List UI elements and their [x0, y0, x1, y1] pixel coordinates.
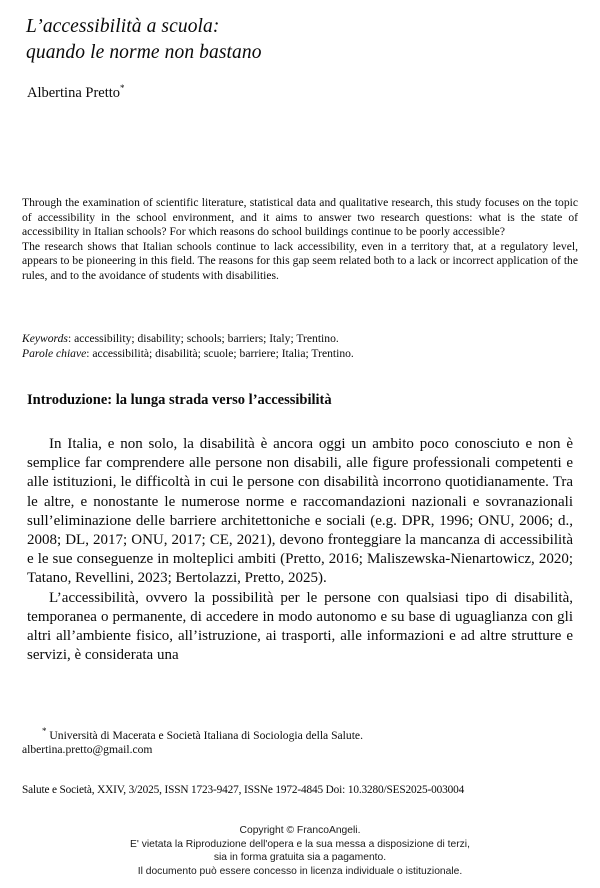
- footnote-affiliation-text: Università di Macerata e Società Italiana di Sociologia della Salute.: [46, 729, 363, 742]
- keywords-english: [22, 332, 578, 347]
- author-name: [27, 84, 567, 102]
- author-name-text: Albertina Pretto: [27, 85, 121, 101]
- keywords-italian-label: Parole chiave: [22, 346, 87, 360]
- keywords-italian-value: : accessibilità; disabilità; scuole; barriere; Italia; Trentino.: [86, 346, 354, 360]
- copyright-line-1: Copyright © FrancoAngeli.: [239, 825, 361, 836]
- copyright-notice: [0, 824, 600, 878]
- page-title: [26, 14, 566, 66]
- abstract-paragraph-2: The research shows that Italian schools continue to lack accessibility, even in a territory that, at a regulatory level, appears to be pioneering in this field. The reasons for this gap seem related both to a lack or incorrect application of the rules, and to the avoidance of students with disabilities.: [22, 239, 578, 282]
- footnote-marker: *: [42, 726, 47, 737]
- footnote: [22, 726, 578, 758]
- abstract-paragraph-1: Through the examination of scientific literature, statistical data and qualitative research, this study focuses on the topic of accessibility in the school environment, and it aims to answer two research questions: what is the state of accessibility in Italian schools? For which reasons do school buildings continue to be poorly accessible?: [22, 196, 578, 239]
- footnote-affiliation: [22, 726, 578, 743]
- title-line-1: L’accessibilità a scuola:: [26, 16, 220, 37]
- footnote-email[interactable]: albertina.pretto@gmail.com: [22, 743, 153, 757]
- body-text: [27, 435, 573, 665]
- keywords: [22, 332, 578, 361]
- author-block: [27, 84, 567, 102]
- keywords-english-value: : accessibility; disability; schools; barriers; Italy; Trentino.: [67, 332, 339, 345]
- copyright-line-3: sia in forma gratuita sia a pagamento.: [213, 852, 387, 864]
- author-footnote-marker: *: [120, 83, 125, 94]
- copyright-line-4: Il documento può essere concesso in licenza individuale o istituzionale.: [137, 865, 463, 877]
- abstract: [22, 196, 578, 284]
- keywords-english-label: Keywords: [22, 332, 68, 345]
- journal-citation-line: Salute e Società, XXIV, 3/2025, ISSN 1723-9427, ISSNe 1972-4845 Doi: 10.3280/SES2025-003004: [22, 784, 465, 796]
- keywords-italian: [22, 347, 578, 362]
- title-line-2: quando le norme non bastano: [26, 42, 262, 63]
- copyright-line-2: E' vietata la Riproduzione dell'opera e la sua messa a disposizione di terzi,: [130, 838, 470, 850]
- body-paragraph-1: In Italia, e non solo, la disabilità è ancora oggi un ambito poco conosciuto e non è semplice far comprendere alle persone non disabili, alle figure professionali competenti e alle istituzioni, le difficoltà in cui le persone con disabilità incorrono quotidianamente. Tra le altre, e nonostante le numerose norme e raccomandazioni nazionali e sovranazionali sull’eliminazione delle barriere architettoniche e sociali (e.g. DPR, 1996; ONU, 2006; d., 2008; DL, 2017; ONU, 2017; CE, 2021), devono fronteggiare la mancanza di accessibilità e le sue conseguenze in molteplici ambiti (Pretto, 2016; Maliszewska-Nienartowicz, 2020; Tatano, Revellini, 2023; Bertolazzi, Pretto, 2025).: [27, 436, 573, 587]
- body-paragraph-2: L’accessibilità, ovvero la possibilità per le persone con qualsiasi tipo di disabilità, temporanea o permanente, di accedere in modo autonomo e su base di uguaglianza con gli altri all’ambiente fisico, all’istruzione, ai trasporti, alle informazioni e ad altre strutture e servizi, è considerata una: [27, 589, 573, 664]
- section-heading: Introduzione: la lunga strada verso l’accessibilità: [27, 392, 332, 408]
